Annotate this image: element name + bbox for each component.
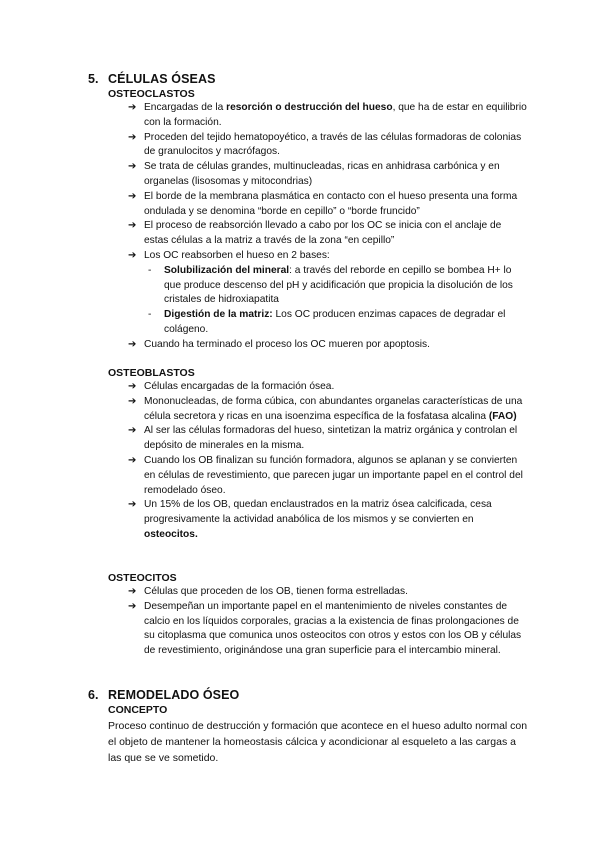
osteocitos-heading: OSTEOCITOS — [108, 572, 177, 584]
arrow-icon: ➔ — [128, 102, 137, 113]
arrow-icon: ➔ — [128, 220, 137, 232]
item-bold: Solubilización del mineral — [164, 264, 290, 276]
osteoblastos-list — [128, 380, 528, 543]
item-bold: Digestión de la matriz: — [164, 309, 273, 321]
concepto-paragraph: Proceso continuo de destrucción y formación que acontece en el hueso adulto normal con el objeto de mantener la homeostasis cálcica y acondicionar al esqueleto a las cargas a las que se ve sometido. — [108, 720, 528, 764]
list-item — [128, 190, 528, 220]
sub-list-item — [144, 308, 528, 338]
list-item — [128, 395, 528, 425]
list-item — [128, 160, 528, 190]
list-item — [128, 424, 528, 454]
item-text: Cuando los OB finalizan su función formadora, algunos se aplanan y se convierten en células de revestimiento, que parecen jugar un importante papel en el control del remodelado óseo. — [144, 454, 523, 496]
item-text: Un 15% de los OB, quedan enclaustrados en la matriz ósea calcificada, cesa progresivamente la actividad anabólica de los mismos y se convierten en — [144, 499, 492, 526]
list-item — [128, 338, 528, 353]
arrow-icon: ➔ — [128, 499, 137, 511]
item-bold: (FAO) — [488, 410, 517, 422]
osteoclastos-list — [128, 101, 528, 353]
item-text: , que ha de estar en equilibrio con la formación. — [144, 102, 527, 128]
osteocitos-list — [128, 585, 528, 659]
list-item — [128, 249, 528, 338]
list-item — [128, 498, 528, 542]
item-text: Desempeñan un importante papel en el mantenimiento de niveles constantes de calcio en los líquidos corporales, gracias a la existencia de finas prolongaciones de su citoplasma que comunica unos osteocitos con otros y estos con los OB y células de revestimiento, originándose una gran superficie para el intercambio mineral. — [144, 600, 522, 657]
list-item — [128, 600, 528, 659]
item-text: Proceden del tejido hematopoyético, a través de las células formadoras de colonias de granulocitos y macrófagos. — [144, 131, 522, 158]
arrow-icon: ➔ — [128, 338, 137, 350]
item-text: Al ser las células formadoras del hueso, sintetizan la matriz orgánica y controlan el depósito de minerales en la misma. — [144, 425, 518, 452]
dash-icon: - — [148, 264, 152, 276]
sub-list-item — [144, 264, 528, 308]
list-item — [128, 585, 528, 600]
arrow-icon: ➔ — [128, 381, 137, 392]
item-bold: resorción o destrucción del hueso — [226, 102, 393, 113]
osteoclastos-heading: OSTEOCLASTOS — [108, 88, 195, 100]
list-item — [128, 101, 528, 131]
item-bold: osteocitos. — [144, 528, 198, 540]
arrow-icon: ➔ — [128, 454, 137, 466]
section-5-title — [88, 72, 216, 86]
section-6-title-text: REMODELADO ÓSEO — [108, 688, 240, 702]
section-6-title — [88, 688, 239, 702]
arrow-icon: ➔ — [128, 131, 137, 143]
item-text: Se trata de células grandes, multinucleadas, ricas en anhidrasa carbónica y en organelas (lisosomas y mitocondrias) — [144, 161, 500, 187]
concepto-heading: CONCEPTO — [108, 704, 168, 716]
item-text: : a través del reborde en cepillo se bombea H+ lo que produce descenso del pH y acidificación que propicia la disolución de los cristales de hidroxiapatita — [164, 264, 513, 306]
item-text: Los OC reabsorben el hueso en 2 bases: — [144, 249, 330, 261]
section-5-title-text: CÉLULAS ÓSEAS — [108, 72, 216, 86]
item-text: El borde de la membrana plasmática en contacto con el hueso presenta una forma ondulada y se denomina “borde en cepillo” o “borde fruncido” — [144, 190, 518, 217]
list-item — [128, 131, 528, 161]
section-6-number: 6. — [88, 688, 99, 702]
arrow-icon: ➔ — [128, 161, 137, 173]
list-item — [128, 454, 528, 498]
arrow-icon: ➔ — [128, 600, 137, 612]
item-text: Los OC producen enzimas capaces de degradar el colágeno. — [164, 309, 506, 335]
section-5-number: 5. — [88, 72, 99, 86]
item-text: Mononucleadas, de forma cúbica, con abundantes organelas características de una célula secretora y ricas en una isoenzima específica de la fosfatasa alcalina — [144, 395, 523, 422]
arrow-icon: ➔ — [128, 395, 137, 407]
item-text: El proceso de reabsorción llevado a cabo por los OC se inicia con el anclaje de estas células a la matriz a través de la zona “en cepillo” — [144, 220, 502, 247]
arrow-icon: ➔ — [128, 425, 137, 437]
list-item — [128, 380, 528, 395]
item-text: Cuando ha terminado el proceso los OC mueren por apoptosis. — [144, 338, 430, 350]
item-text: Encargadas de la — [144, 102, 227, 113]
arrow-icon: ➔ — [128, 586, 137, 597]
arrow-icon: ➔ — [128, 249, 137, 261]
list-item — [128, 219, 528, 249]
item-text: Células que proceden de los OB, tienen forma estrelladas. — [144, 586, 408, 597]
sub-list — [144, 264, 528, 338]
dash-icon: - — [148, 309, 152, 321]
osteoblastos-heading: OSTEOBLASTOS — [108, 367, 195, 379]
item-text: Células encargadas de la formación ósea. — [144, 381, 335, 392]
arrow-icon: ➔ — [128, 190, 137, 202]
